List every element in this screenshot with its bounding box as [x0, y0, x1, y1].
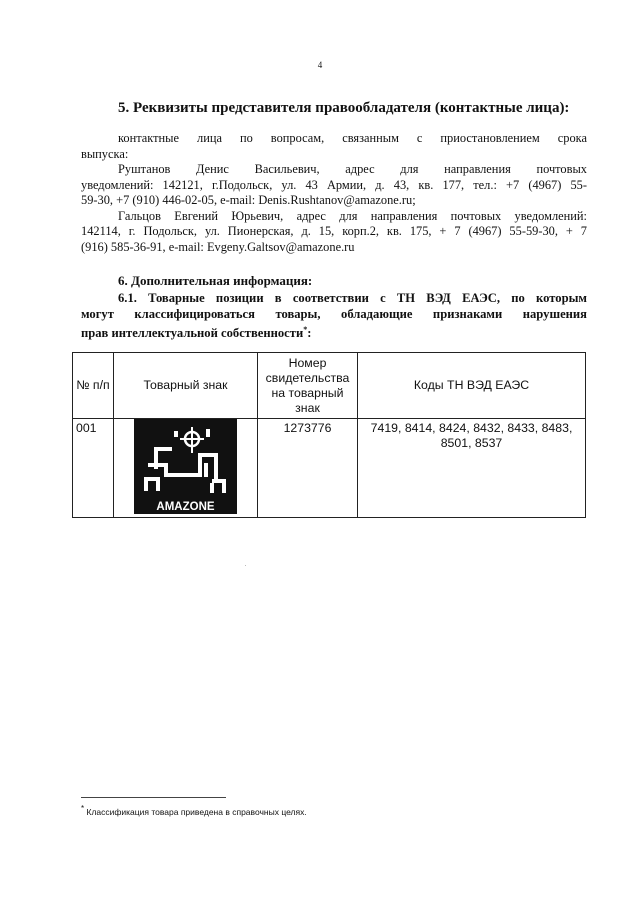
section-6-1-line-1: 6.1. Товарные позиции в соответствии с ТН ВЭД ЕАЭС, по которым	[118, 291, 587, 305]
footnote-mark: *	[81, 804, 85, 813]
contacts-line-8: (916) 585-36-91, e-mail: Evgeny.Galtsov@amazone.ru	[81, 239, 355, 254]
contacts-line-3: Руштанов Денис Васильевич, адрес для направления почтовых	[118, 162, 587, 176]
contacts-paragraph	[81, 131, 587, 255]
section-6-1-line-3: прав интеллектуальной собственности*:	[81, 325, 312, 341]
cell-num: 001	[73, 419, 114, 518]
amazone-logo	[134, 419, 237, 514]
header-trademark: Товарный знак	[114, 353, 258, 419]
contacts-line-7: 142114, г. Подольск, ул. Пионерская, д. 15, корп.2, кв. 175, + 7 (4967) 55-59-30, + 7	[81, 224, 587, 238]
footnote-divider	[81, 797, 226, 798]
footnote	[81, 804, 307, 817]
contacts-line-1: контактные лица по вопросам, связанным с приостановлением срока	[118, 131, 587, 145]
table-row	[73, 419, 586, 518]
logo-text: AMAZONE	[156, 501, 215, 513]
table-header-row	[73, 353, 586, 419]
header-num: № п/п	[73, 353, 114, 419]
section-6-1-paragraph	[81, 290, 587, 341]
scan-speck	[245, 565, 246, 566]
page-number: 4	[317, 60, 323, 70]
section-6-1-line-2: могут классифицироваться товары, обладающие признаками нарушения	[81, 307, 587, 321]
cell-codes: 7419, 8414, 8424, 8432, 8433, 8483, 8501, 8537	[358, 419, 586, 518]
contacts-line-4: уведомлений: 142121, г.Подольск, ул. 43 Армии, д. 43, кв. 177, тел.: +7 (4967) 55-	[81, 177, 587, 192]
section-5-title: 5. Реквизиты представителя правообладателя (контактные лица):	[118, 100, 570, 116]
cell-trademark	[114, 419, 258, 518]
contacts-line-6: Гальцов Евгений Юрьевич, адрес для направления почтовых уведомлений:	[118, 208, 587, 223]
footnote-text: Классификация товара приведена в справочных целях.	[86, 806, 307, 817]
contacts-line-5: 59-30, +7 (910) 446-02-05, e-mail: Denis.Rushtanov@amazone.ru;	[81, 193, 416, 207]
header-certificate: Номер свидетельства на товарный знак	[258, 353, 358, 419]
contacts-line-2: выпуска:	[81, 146, 129, 161]
cell-certificate: 1273776	[258, 419, 358, 518]
trademark-table	[72, 352, 586, 518]
footnote-ref: *	[303, 325, 308, 334]
header-codes: Коды ТН ВЭД ЕАЭС	[358, 353, 586, 419]
section-6-title: 6. Дополнительная информация:	[118, 273, 313, 288]
